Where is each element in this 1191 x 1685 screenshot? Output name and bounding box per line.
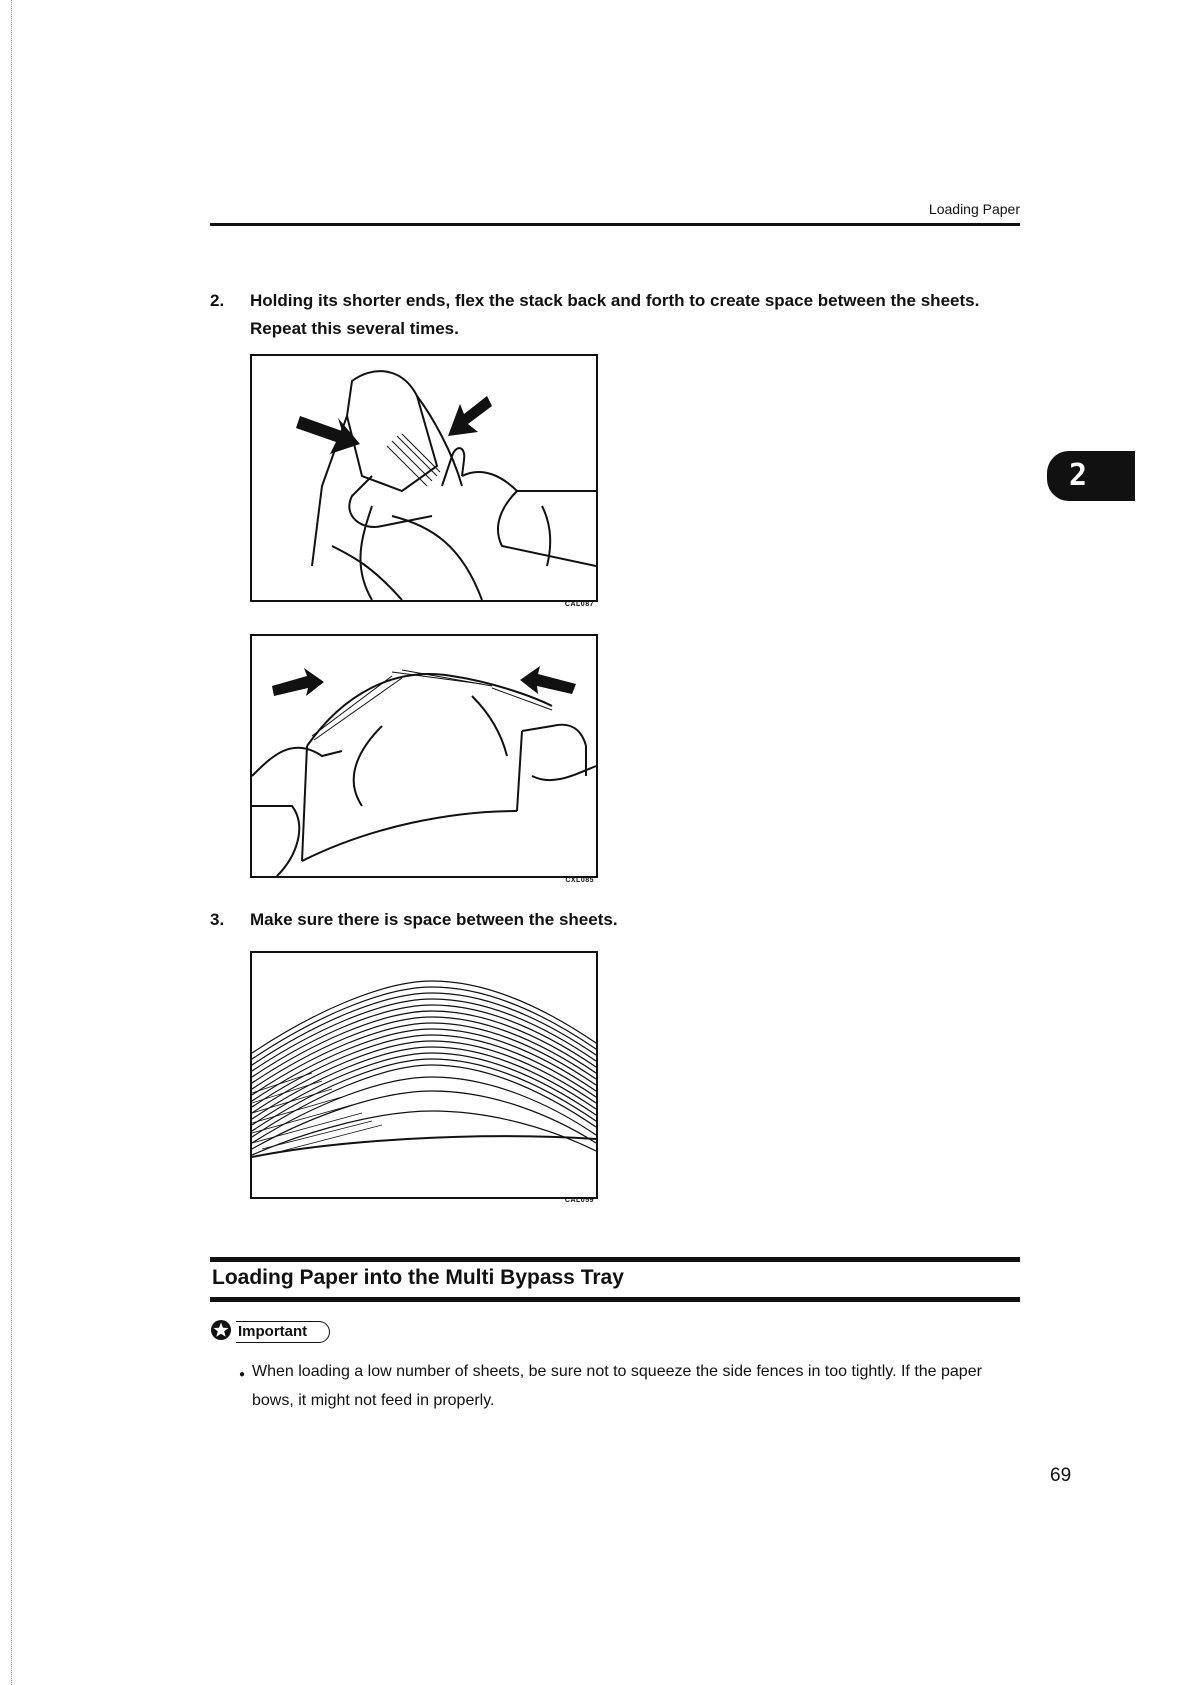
step-text: Holding its shorter ends, flex the stack back and forth to create space between the sheets. Repeat this several times. — [250, 291, 980, 338]
header-rule — [210, 223, 1020, 226]
step-text: Make sure there is space between the sheets. — [250, 910, 618, 929]
figure-code: CXL085 — [565, 877, 594, 884]
page-number: 69 — [1050, 1465, 1072, 1486]
section-rule-bottom — [210, 1297, 1020, 1302]
section-title: Loading Paper into the Multi Bypass Tray — [212, 1266, 624, 1289]
step-number: 3. — [210, 910, 225, 929]
section-rule-top — [210, 1257, 1020, 1262]
step-number: 2. — [210, 291, 225, 310]
important-label: Important — [236, 1321, 330, 1343]
figure-code: CAL087 — [564, 601, 594, 608]
important-star-icon — [210, 1319, 232, 1346]
figure-code: CAL059 — [564, 1197, 594, 1204]
figure-flex-stack-illustration — [250, 354, 598, 602]
figure-stretch-sheets-illustration — [250, 634, 598, 878]
bullet-dot: ● — [239, 1369, 246, 1380]
running-header: Loading Paper — [928, 201, 1020, 217]
important-callout — [210, 1320, 330, 1344]
chapter-tab: 2 — [1047, 451, 1135, 501]
important-bullet-text: When loading a low number of sheets, be sure not to squeeze the side fences in too tightly. If the paper bows, it might not feed in properly. — [252, 1363, 982, 1409]
scan-margin-line — [11, 0, 13, 1685]
figure-sheet-stack-illustration — [250, 951, 598, 1199]
